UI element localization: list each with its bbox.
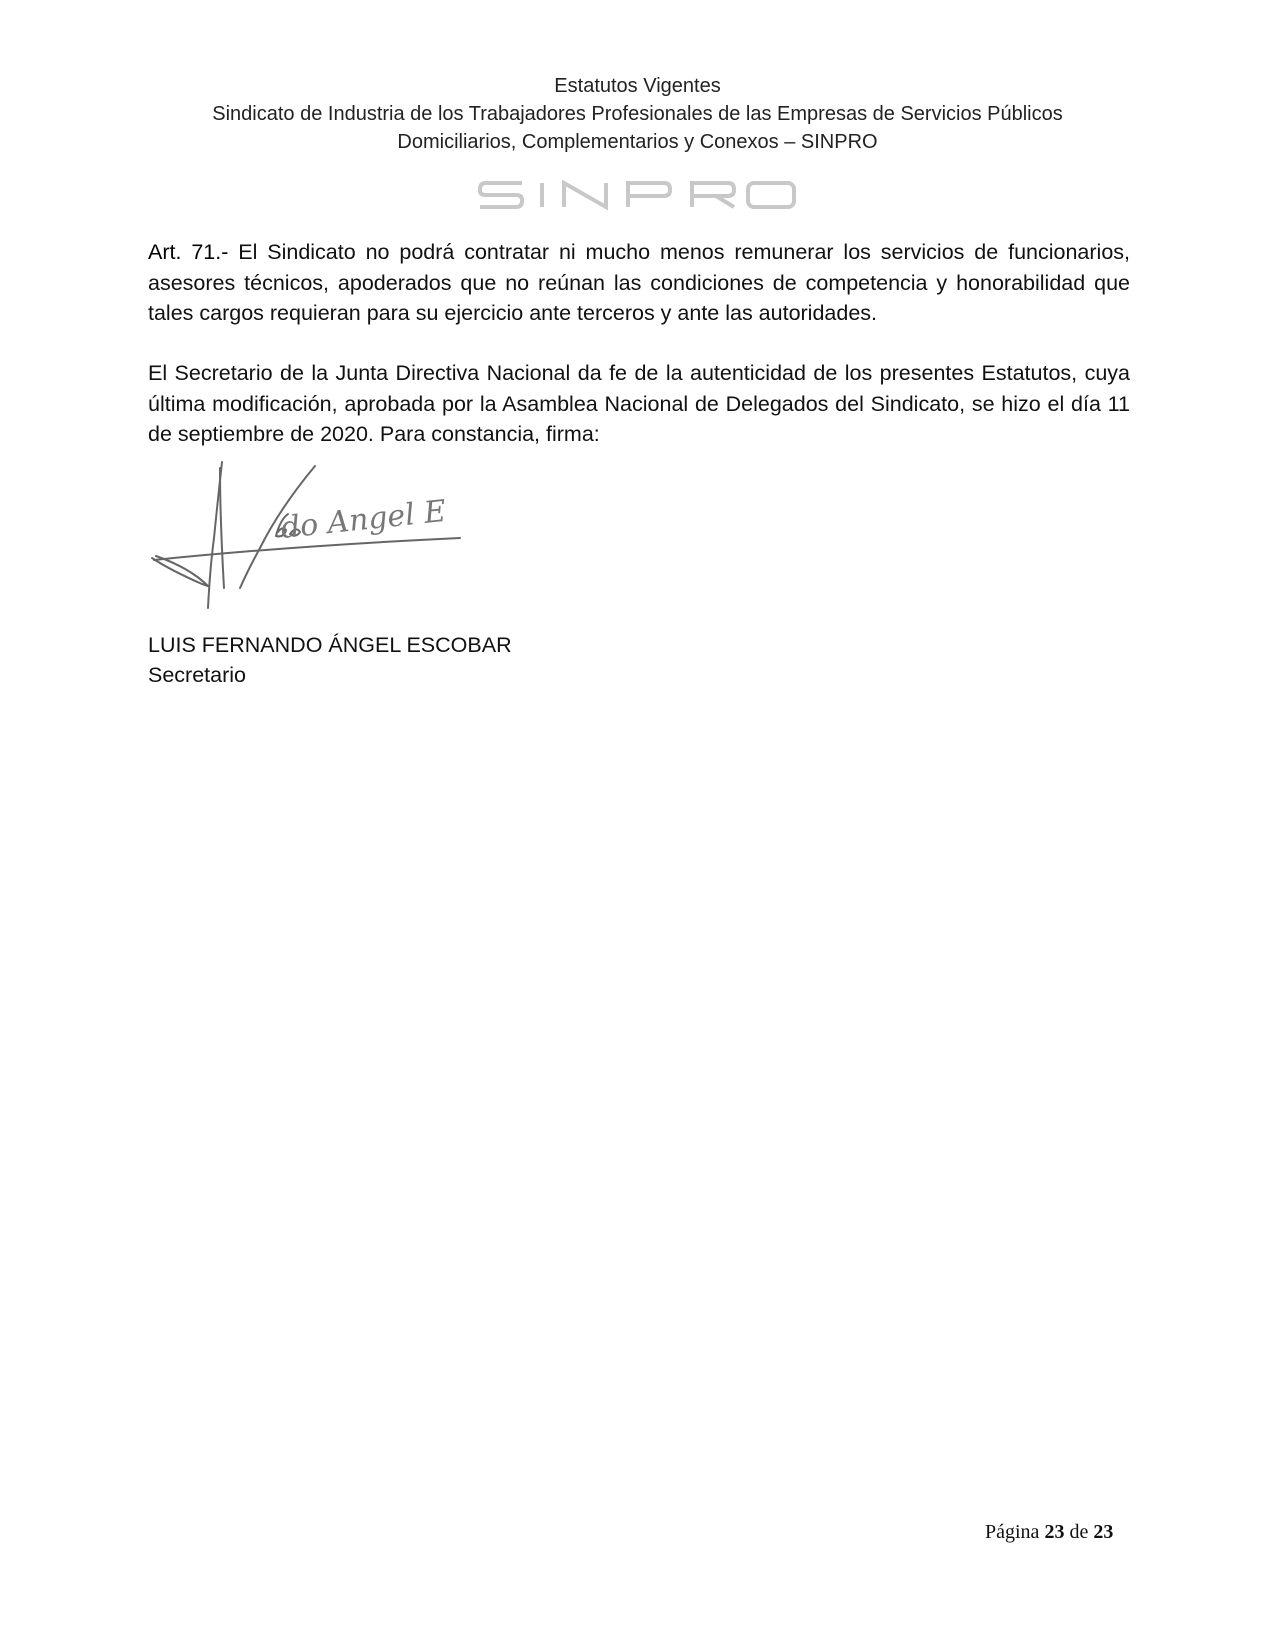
page-label: Página	[985, 1521, 1040, 1543]
article-71-paragraph	[148, 237, 1130, 329]
signer-name: LUIS FERNANDO ÁNGEL ESCOBAR	[148, 633, 512, 657]
signer-title: Secretario	[148, 663, 246, 687]
header-union-name: Sindicato de Industria de los Trabajadores Profesionales de las Empresas de Servicios Públicos	[212, 103, 1063, 125]
page-current: 23	[1044, 1521, 1065, 1543]
signature-script-text: do Angel E	[279, 493, 448, 546]
article-text: El Sindicato no podrá contratar ni mucho menos remunerar los servicios de funcionarios, asesores técnicos, apoderados que no reúnan las condiciones de competencia y honorabilidad que tales cargos requieran para su ejercicio ante terceros y ante las autoridades.	[148, 240, 1130, 325]
header-title: Estatutos Vigentes	[554, 75, 721, 97]
sinpro-logo	[478, 180, 798, 210]
document-header	[0, 72, 1275, 156]
page-number	[985, 1521, 1113, 1544]
handwritten-signature	[150, 458, 500, 628]
page-total: 23	[1093, 1521, 1114, 1543]
article-number: Art. 71.-	[148, 240, 229, 264]
signer-block	[148, 630, 512, 690]
closing-paragraph: El Secretario de la Junta Directiva Nacional da fe de la autenticidad de los presentes Estatutos, cuya última modificación, aprobada por la Asamblea Nacional de Delegados del Sindicato, se hizo el día 11 de septiembre de 2020. Para constancia, firma:	[148, 361, 1130, 446]
header-union-name-cont: Domiciliarios, Complementarios y Conexos – SINPRO	[397, 131, 878, 153]
page-of-label: de	[1069, 1521, 1089, 1543]
